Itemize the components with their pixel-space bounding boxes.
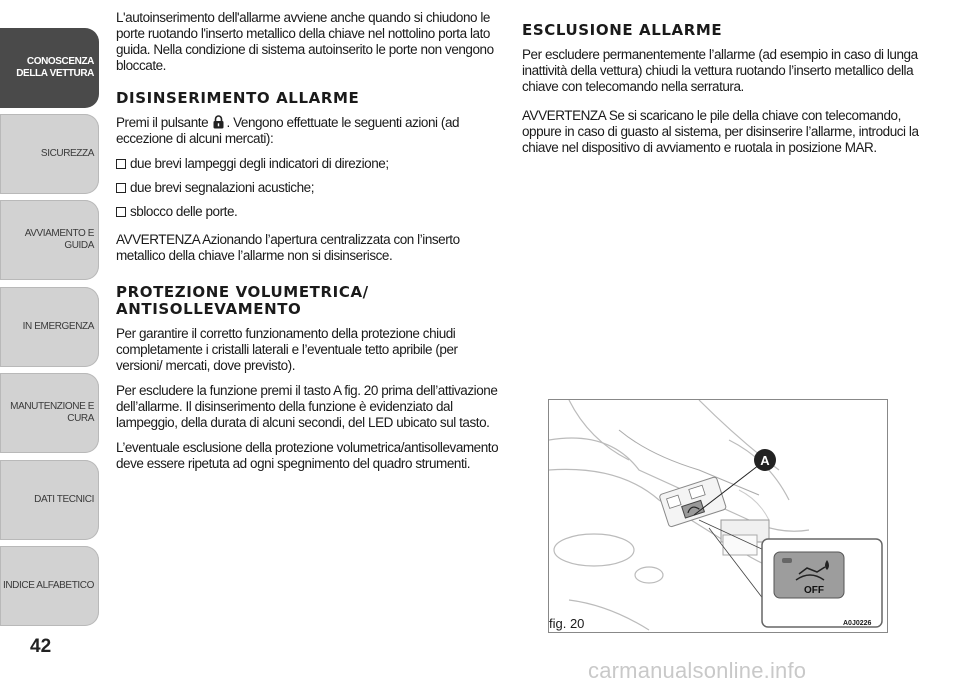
figure-code: A0J0226 [843, 620, 872, 627]
list-item-text: sblocco delle porte. [130, 204, 238, 219]
tab-label: CONOSCENZA DELLA VETTURA [16, 56, 94, 79]
text-before-icon: Premi il pulsante [116, 115, 209, 130]
section-title-disinserimento: DISINSERIMENTO ALLARME [116, 89, 360, 107]
section-title-protezione: PROTEZIONE VOLUMETRICA/ ANTISOLLEVAMENTO [116, 283, 369, 318]
esclusione-paragraph: Per escludere permanentemente l’allarme (ad esempio in caso di lunga inattività della vettura) chiudi la vettura ruotando l’inserto metallico della chiave con telecomando nella serratura. [522, 47, 918, 94]
figure-illustration [549, 400, 887, 632]
checkbox-bullet-icon [116, 207, 126, 217]
watermark: carmanualsonline.info [588, 658, 807, 683]
tab-avviamento[interactable] [0, 200, 99, 280]
section-title-esclusione: ESCLUSIONE ALLARME [522, 21, 723, 39]
lock-icon [213, 115, 224, 129]
right-column [522, 10, 922, 165]
tab-emergenza[interactable] [0, 287, 99, 367]
left-column [116, 10, 504, 481]
figure-caption: fig. 20 [549, 616, 585, 631]
tab-label: SICUREZZA [40, 148, 94, 159]
page-number: 42 [30, 636, 52, 657]
protezione-paragraph-3: L’eventuale esclusione della protezione volumetrica/antisollevamento deve essere ripetuta ad ogni spegnimento del quadro strumenti. [116, 440, 499, 471]
off-label: OFF [804, 585, 824, 596]
list-item [116, 204, 504, 220]
list-item [116, 156, 504, 172]
tab-label: DATI TECNICI [34, 494, 94, 505]
tab-label: IN EMERGENZA [22, 321, 94, 332]
text-after-icon: . Vengono effettuate le seguenti azioni (ad eccezione di alcuni mercati): [116, 115, 460, 146]
callout-label: A [760, 453, 770, 468]
tab-label: MANUTENZIONE E CURA [10, 401, 94, 424]
intro-paragraph: L'autoinserimento dell'allarme avviene anche quando si chiudono le porte ruotando l'inserto metallico della chiave nel nottolino porta lato guida. Nella condizione di sistema autoinserito le porte non vengono bloccate. [116, 10, 494, 73]
list-item-text: due brevi segnalazioni acustiche; [130, 180, 315, 195]
tab-indice[interactable] [0, 546, 99, 626]
esclusione-warning: AVVERTENZA Se si scaricano le pile della chiave con telecomando, oppure in caso di guasto al sistema, per disinserire l’allarme, introduci la chiave nel dispositivo di avviamento e ruotala in posizione MAR. [522, 108, 919, 155]
protezione-paragraph-1: Per garantire il corretto funzionamento della protezione chiudi completamente i cristalli laterali e l’eventuale tetto apribile (per versioni/ mercati, dove previsto). [116, 326, 458, 373]
tab-conoscenza[interactable] [0, 28, 99, 108]
tab-sicurezza[interactable] [0, 114, 99, 194]
checkbox-bullet-icon [116, 183, 126, 193]
tab-label: INDICE ALFABETICO [2, 580, 94, 591]
protezione-paragraph-2: Per escludere la funzione premi il tasto A fig. 20 prima dell’attivazione dell’allarme. Il disinserimento della funzione è evidenziato dal lampeggio, della durata di alcuni secondi, del LED ubicato sul tasto. [116, 383, 498, 430]
tab-dati-tecnici[interactable] [0, 460, 99, 540]
warning-note: AVVERTENZA Azionando l’apertura centralizzata con l’inserto metallico della chiave l’allarme non si disinserisce. [116, 232, 460, 263]
disinserimento-paragraph [116, 115, 504, 147]
checkbox-bullet-icon [116, 159, 126, 169]
list-item-text: due brevi lampeggi degli indicatori di direzione; [130, 156, 389, 171]
list-item [116, 180, 504, 196]
tab-label: AVVIAMENTO E GUIDA [24, 228, 94, 251]
figure-20 [548, 399, 888, 633]
tab-manutenzione[interactable] [0, 373, 99, 453]
